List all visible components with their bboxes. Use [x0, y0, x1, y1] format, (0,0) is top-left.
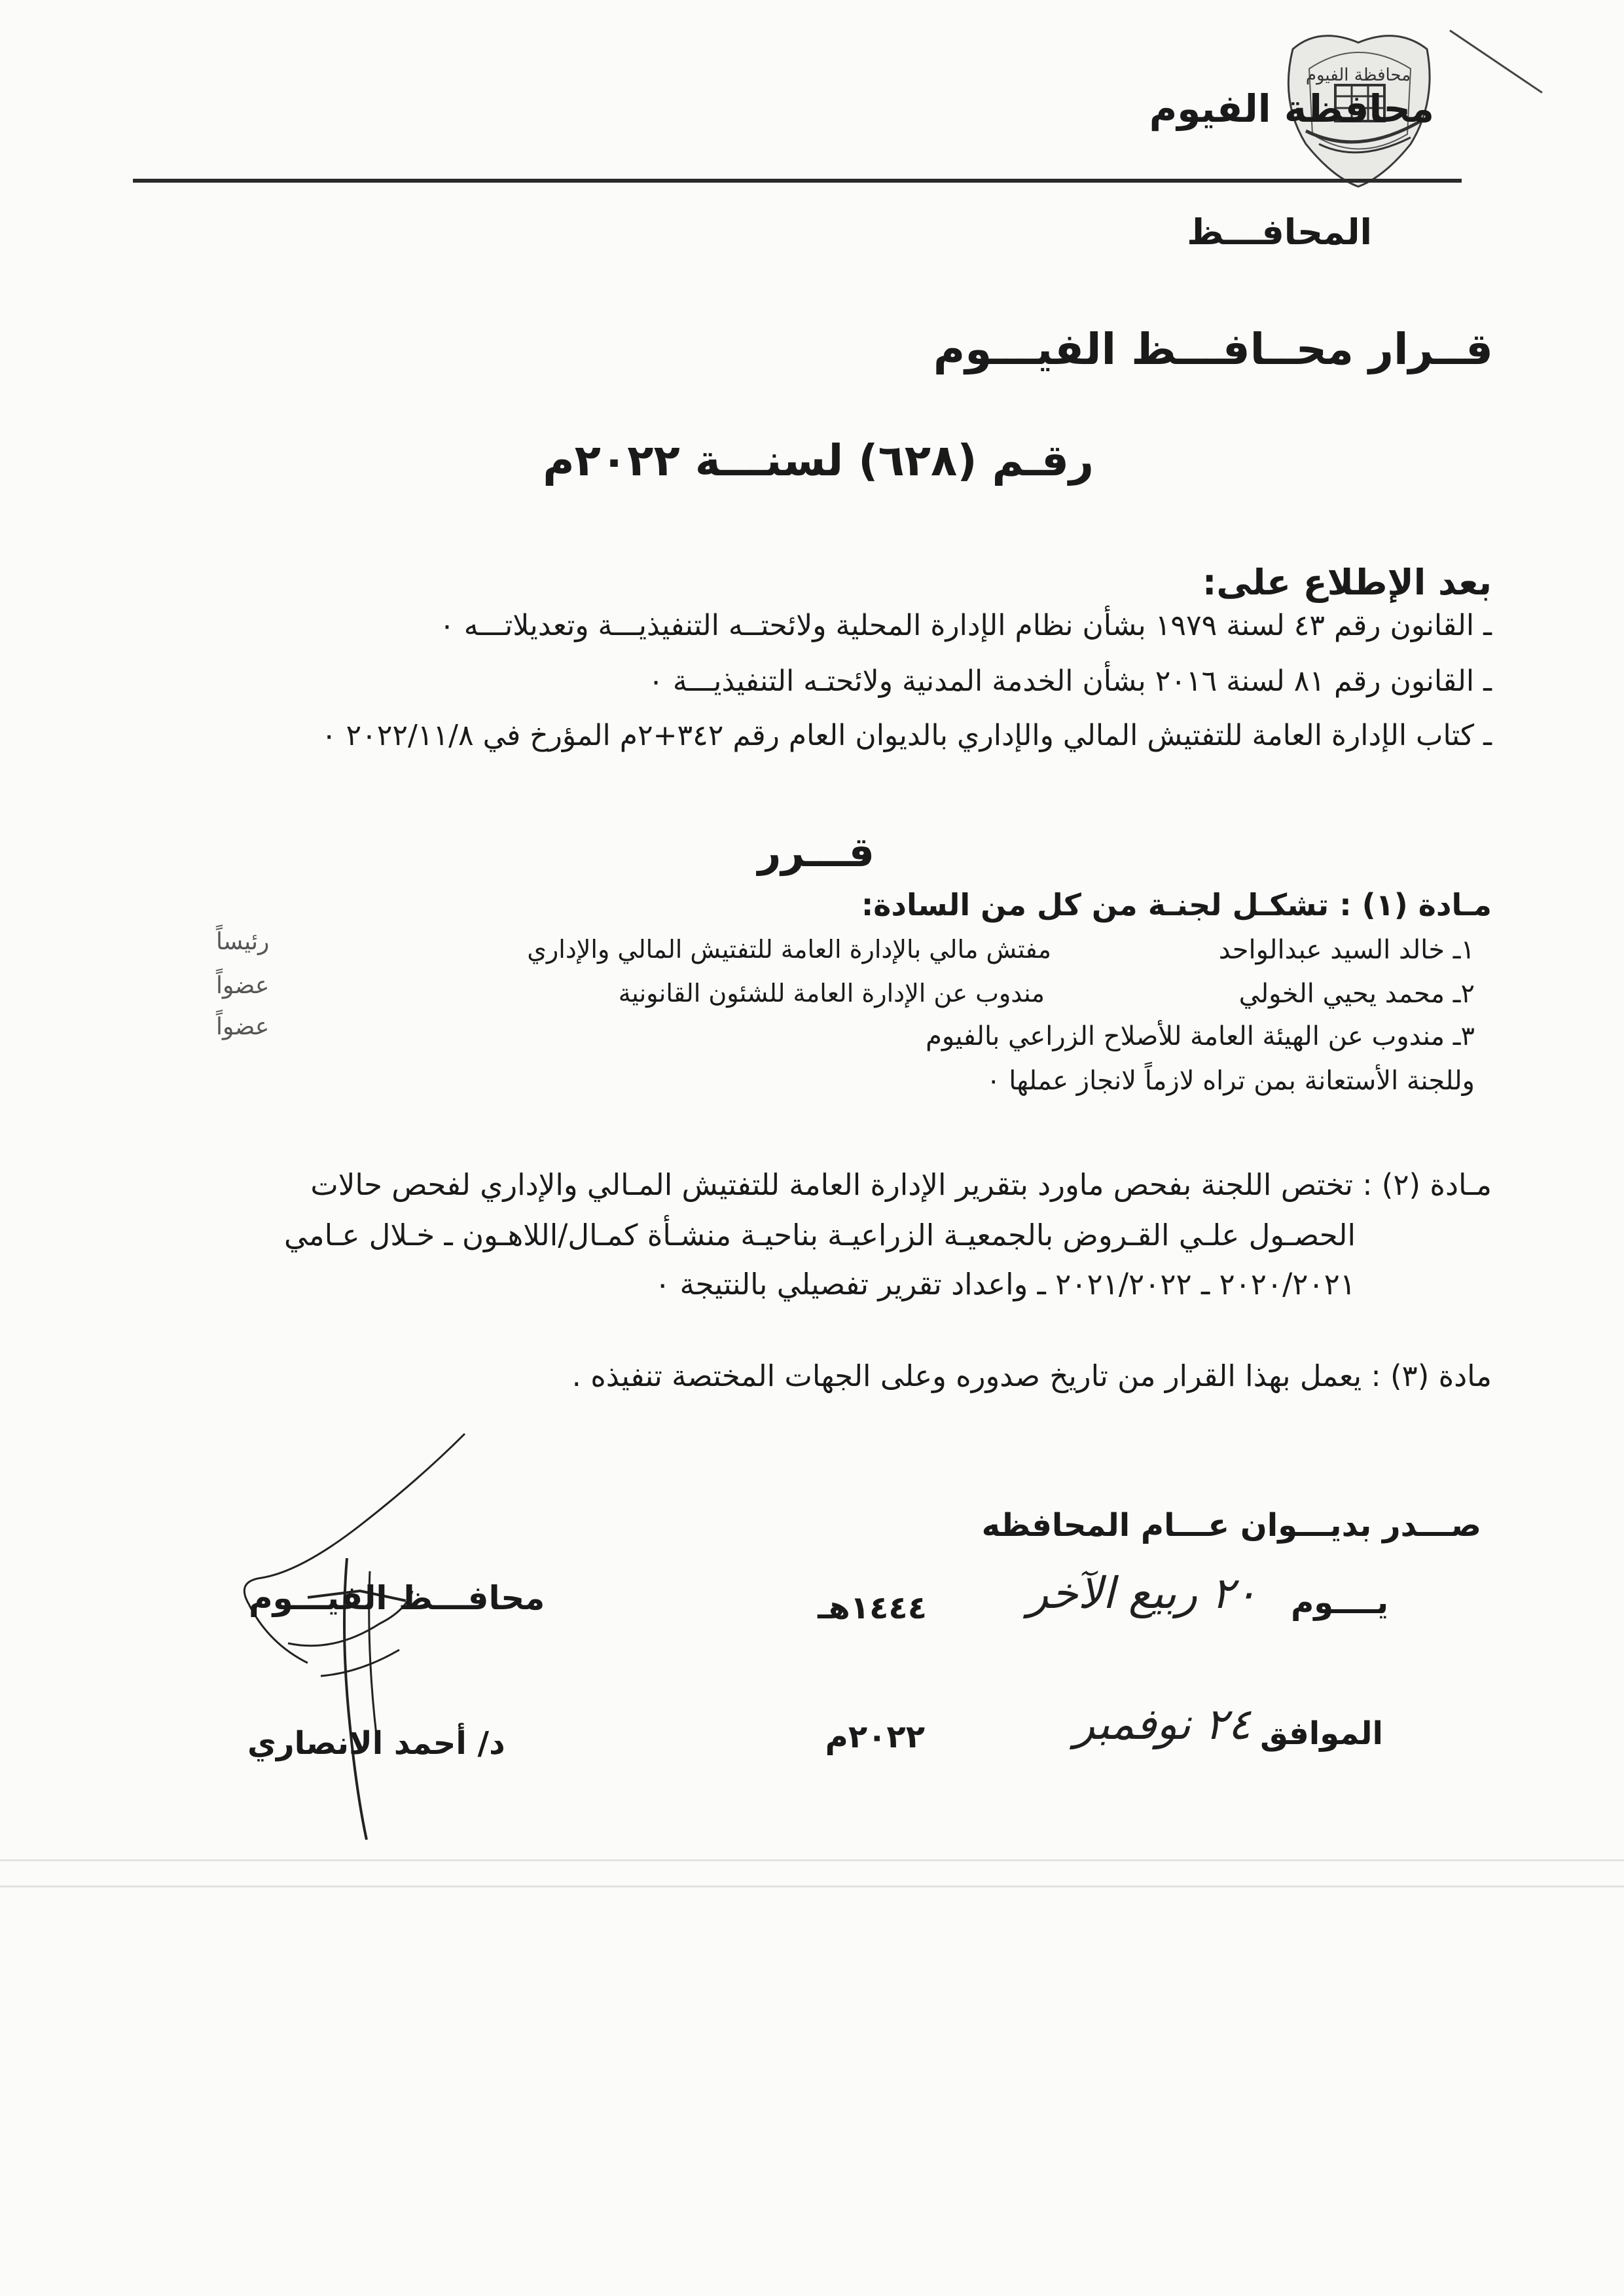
preamble-item: ـ كتاب الإدارة العامة للتفتيش المالي والإداري بالديوان العام رقم ٣٤٢+٢م المؤرخ في ٢٠٢٢/١١/٨ ٠: [321, 719, 1492, 752]
article-1-note: وللجنة الأستعانة بمن تراه لازماً لانجاز عملها ٠: [986, 1066, 1475, 1096]
scan-fold-line: [0, 1886, 1624, 1887]
signatory-name: د/ أحمد الانصاري: [247, 1725, 505, 1762]
article-2-line: ٢٠٢٠/٢٠٢١ ـ ٢٠٢١/٢٠٢٢ ـ واعداد تقرير تفصيلي بالنتيجة ٠: [655, 1267, 1356, 1302]
preamble-item: ـ القانون رقم ٨١ لسنة ٢٠١٦ بشأن الخدمة المدنية ولائحتـه التنفيذيـــة ٠: [648, 665, 1492, 698]
hijri-date-handwritten: ٢٠ ربيع الآخر: [1027, 1568, 1257, 1618]
member-role: رئيساً: [216, 928, 270, 955]
member-position: مندوب عن الإدارة العامة للشئون القانونية: [618, 979, 1045, 1008]
member-name: ١ـ خالد السيد عبدالواحد: [1218, 935, 1475, 965]
gregorian-date-handwritten: ٢٤ نوفمبر: [1074, 1699, 1251, 1749]
signatory-title: محافـــظ الفيـــوم: [249, 1579, 545, 1617]
issued-at: صـــدر بديـــوان عـــام المحافظه: [981, 1507, 1481, 1544]
member-name: ٢ـ محمد يحيي الخولي: [1238, 979, 1475, 1009]
decree-heading: قـــرر: [757, 828, 875, 876]
decision-number: رقـم (٦٢٨) لسنـــة ٢٠٢٢م: [543, 435, 1094, 486]
office-title: المحافـــظ: [1187, 211, 1372, 253]
agree-label: الموافق: [1260, 1715, 1383, 1752]
gregorian-year: ٢٠٢٢م: [825, 1719, 925, 1755]
governorate-name: محافظة الفيوم: [1149, 86, 1434, 131]
decision-title: قــرار محــافـــظ الفيـــوم: [933, 324, 1493, 374]
article-3-text: مادة (٣) : يعمل بهذا القرار من تاريخ صدوره وعلى الجهات المختصة تنفيذه .: [571, 1358, 1492, 1393]
preamble-heading: بعد الإطلاع على:: [1202, 562, 1492, 603]
day-label: يــــوم: [1291, 1584, 1388, 1621]
member-role: عضواً: [216, 1013, 270, 1040]
article-1-title: مـادة (١) : تشكـل لجنـة من كل من السادة:: [861, 887, 1492, 922]
member-name: ٣ـ مندوب عن الهيئة العامة للأصلاح الزراعي بالفيوم: [926, 1021, 1475, 1051]
preamble-item: ـ القانون رقم ٤٣ لسنة ١٩٧٩ بشأن نظام الإدارة المحلية ولائحتــه التنفيذيـــة وتعديلاتـــه ٠: [439, 609, 1492, 642]
member-role: عضواً: [216, 972, 270, 999]
scan-fold-line: [0, 1859, 1624, 1861]
signature-icon: [209, 1427, 511, 1846]
article-2-line: مـادة (٢) : تختص اللجنة بفحص ماورد بتقرير الإدارة العامة للتفتيش المـالي والإداري لفحص حالات: [310, 1167, 1492, 1202]
article-2-line: الحصـول علـي القـروض بالجمعيـة الزراعيـة بناحيـة منشـأة كمـال/اللاهـون ـ خـلال عـامي: [283, 1218, 1356, 1252]
member-position: مفتش مالي بالإدارة العامة للتفتيش المالي والإداري: [527, 935, 1051, 964]
emblem-text: محافظة الفيوم: [1305, 65, 1411, 85]
header-divider: [133, 179, 1462, 183]
scan-mark: [1449, 29, 1543, 94]
hijri-year: ١٤٤٤هـ: [818, 1590, 927, 1626]
